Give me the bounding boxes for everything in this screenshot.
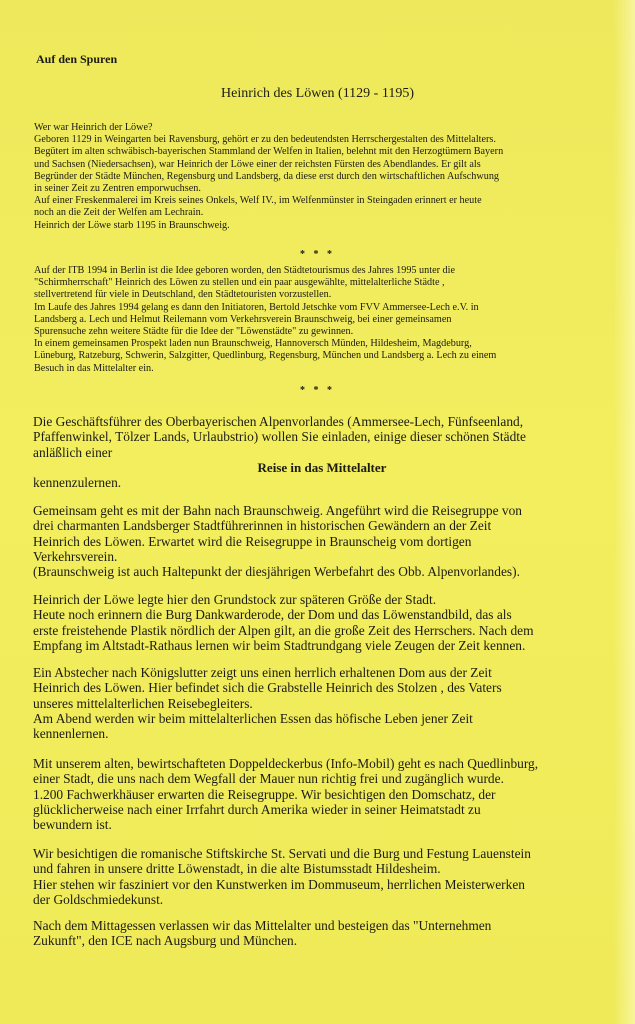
separator-stars: * * *	[300, 249, 335, 260]
paragraph-koenigslutter	[33, 665, 611, 741]
invitation-line: anläßlich einer	[33, 444, 113, 460]
intro-line: Begründer der Städte München, Regensburg und Landsberg, da diese erst durch den wirtschaftlichen Aufschwung	[34, 170, 500, 182]
paragraph-line: Heinrich des Löwen. Erwartet wird die Reisegruppe in Braunscheig vom dortigen	[33, 533, 472, 549]
intro-line: noch an die Zeit der Welfen am Lechrain.	[34, 207, 204, 219]
paragraph-line: der Goldschmiedekunst.	[33, 891, 164, 907]
project-line: "Schirmherrschaft" Heinrich des Löwen zu stellen und ein paar ausgewählte, mittelalterliche Städte ,	[34, 277, 445, 289]
paragraph-line: glücklicherweise nach einer Irrfahrt durch Amerika wieder in seiner Heimatstadt zu	[33, 801, 481, 817]
page-edge-highlight	[613, 0, 635, 1024]
paragraph-line: Zukunft", den ICE nach Augsburg und München.	[33, 933, 298, 949]
intro-line: Wer war Heinrich der Löwe?	[34, 122, 153, 133]
invitation-section	[33, 414, 611, 490]
intro-line: Begütert im alten schwäbisch-bayerischen Stammland der Welfen in Italien, belehnt mit den Herzogtümern Bayern	[34, 146, 504, 158]
intro-line: in seiner Zeit zu Zentren emporwuchsen.	[34, 183, 201, 195]
intro-line: Heinrich der Löwe starb 1195 in Braunschweig.	[34, 219, 230, 231]
project-line: Landsberg a. Lech und Helmut Reilemann vom Verkehrsverein Braunschweig, bei einer gemeinsamen	[34, 313, 452, 325]
paragraph-line: und fahren in unsere dritte Löwenstadt, in die alte Bistumsstadt Hildesheim.	[33, 861, 441, 877]
series-label: Auf den Spuren	[36, 52, 118, 66]
paragraph-quedlinburg	[33, 756, 611, 832]
invitation-line: kennenzulernen.	[33, 475, 122, 491]
intro-section	[34, 122, 604, 232]
paragraph-line: Heinrich der Löwe legte hier den Grundstock zur späteren Größe der Stadt.	[33, 592, 437, 607]
paragraph-line: Mit unserem alten, bewirtschafteten Doppeldeckerbus (Info-Mobil) geht es nach Quedlinburg,	[33, 756, 539, 771]
paragraph-line: Wir besichtigen die romanische Stiftskirche St. Servati und die Burg und Festung Lauenstein	[33, 846, 531, 861]
intro-line: und Sachsen (Niedersachsen), war Heinrich der Löwe einer der reichsten Fürsten des Abendlandes. Er gilt als	[34, 158, 481, 170]
project-line: stellvertretend für viele in Deutschland, den Städtetouristen vorzustellen.	[34, 289, 332, 301]
invitation-line: Pfaffenwinkel, Tölzer Lands, Urlaubstrio) wollen Sie einladen, einige dieser schönen Städte	[33, 429, 526, 445]
paragraph-line: Gemeinsam geht es mit der Bahn nach Braunschweig. Angeführt wird die Reisegruppe von	[33, 503, 523, 518]
paragraph-line: unseres mittelalterlichen Reisebegleiters.	[33, 695, 253, 711]
paragraph-line: Am Abend werden wir beim mittelalterlichen Essen das höfische Leben jener Zeit	[33, 710, 473, 726]
paragraph-line: Verkehrsverein.	[33, 548, 118, 564]
project-line: Spurensuche zehn weitere Städte für die Idee der "Löwenstädte" zu gewinnen.	[34, 326, 354, 338]
paragraph-line: 1.200 Fachwerkhäuser erwarten die Reisegruppe. Wir besichtigen den Domschatz, der	[33, 786, 496, 802]
paragraph-line: Ein Abstecher nach Königslutter zeigt uns einen herrlich erhaltenen Dom aus der Zeit	[33, 665, 492, 680]
project-line: Auf der ITB 1994 in Berlin ist die Idee geboren worden, den Städtetourismus des Jahres 1995 unter die	[34, 265, 455, 276]
paragraph-line: Nach dem Mittagessen verlassen wir das Mittelalter und besteigen das "Unternehmen	[33, 918, 492, 933]
paragraph-line: bewundern ist.	[33, 817, 112, 833]
project-section	[34, 265, 604, 375]
paragraph-line: Heinrich des Löwen. Hier befindet sich die Grabstelle Heinrich des Stolzen , des Vaters	[33, 680, 502, 696]
paragraph-hildesheim	[33, 846, 611, 907]
paragraph-line: (Braunschweig ist auch Haltepunkt der diesjährigen Werbefahrt des Obb. Alpenvorlandes).	[33, 564, 520, 580]
page-title: Heinrich des Löwen (1129 - 1195)	[221, 86, 414, 101]
paragraph-line: Hier stehen wir fasziniert vor den Kunstwerken im Dommuseum, herrlichen Meisterwerken	[33, 876, 525, 892]
project-line: In einem gemeinsamen Prospekt laden nun Braunschweig, Hannoversch Münden, Hildesheim, Magdeburg,	[34, 338, 472, 350]
project-line: Besuch in das Mittelalter ein.	[34, 362, 154, 374]
paragraph-heinrich	[33, 592, 611, 653]
separator-stars: * * *	[300, 385, 335, 396]
invitation-line: Die Geschäftsführer des Oberbayerischen Alpenvorlandes (Ammersee-Lech, Fünfseenland,	[33, 414, 524, 429]
paragraph-line: Empfang im Altstadt-Rathaus lernen wir beim Stadtrundgang viele Zeugen der Zeit kennen.	[33, 637, 526, 653]
intro-line: Geboren 1129 in Weingarten bei Ravensburg, gehört er zu den bedeutendsten Herrschergestalten des Mittelalters.	[34, 134, 496, 146]
trip-heading: Reise in das Mittelalter	[257, 459, 387, 475]
paragraph-line: drei charmanten Landsberger Stadtführerinnen in historischen Gewändern an der Zeit	[33, 518, 492, 534]
project-line: Im Laufe des Jahres 1994 gelang es dann den Initiatoren, Bertold Jetschke vom FVV Ammersee-Lech e.V. in	[34, 301, 479, 313]
paragraph-line: einer Stadt, die uns nach dem Wegfall der Mauer nun richtig frei und zugänglich wurde.	[33, 771, 504, 787]
paragraph-line: kennenlernen.	[33, 726, 109, 742]
paragraph-return	[33, 918, 611, 949]
intro-line: Auf einer Freskenmalerei im Kreis seines Onkels, Welf IV., im Welfenmünster in Steingaden erinnert er heute	[34, 195, 482, 207]
paragraph-line: erste freistehende Plastik nördlich der Alpen gilt, an die große Zeit des Herrschers. Nach dem	[33, 622, 534, 638]
project-line: Lüneburg, Ratzeburg, Schwerin, Salzgitter, Quedlinburg, Regensburg, München und Landsberg a. Lech zu einem	[34, 350, 497, 362]
paragraph-line: Heute noch erinnern die Burg Dankwarderode, der Dom und das Löwenstandbild, das als	[33, 607, 512, 623]
paragraph-braunschweig	[33, 503, 611, 579]
